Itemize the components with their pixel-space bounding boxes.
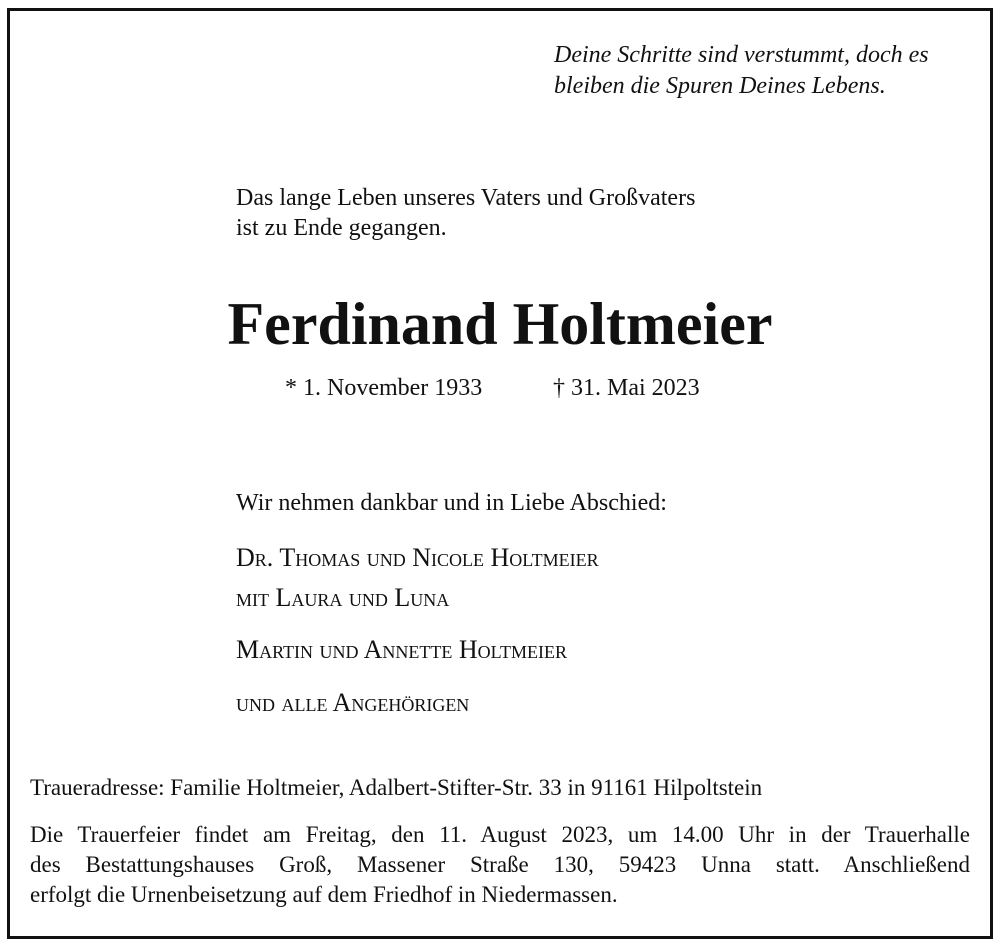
farewell-text: Wir nehmen dankbar und in Liebe Abschied: — [236, 490, 667, 516]
intro-line-1: Das lange Leben unseres Vaters und Großvaters — [236, 185, 696, 211]
mourning-address: Traueradresse: Familie Holtmeier, Adalbert-Stifter-Str. 33 in 91161 Hilpoltstein — [30, 775, 763, 800]
quote-line-2: bleiben die Spuren Deines Lebens. — [554, 73, 886, 99]
ceremony-details — [30, 820, 970, 910]
family-member-line: und alle Angehörigen — [236, 688, 470, 717]
memorial-quote — [554, 40, 974, 102]
birth-date: * 1. November 1933 — [285, 375, 483, 401]
death-date: † 31. Mai 2023 — [553, 375, 700, 401]
quote-line-1: Deine Schritte sind verstummt, doch es — [554, 42, 929, 68]
family-member-line: Dr. Thomas und Nicole Holtmeier — [236, 543, 599, 572]
ceremony-line-2: des Bestattungshauses Groß, Massener Straße 130, 59423 Unna statt. Anschließend — [30, 852, 970, 877]
ceremony-line-3: erfolgt die Urnenbeisetzung auf dem Friedhof in Niedermassen. — [30, 882, 618, 907]
family-member-line: Martin und Annette Holtmeier — [236, 635, 567, 664]
family-member-line: mit Laura und Luna — [236, 583, 450, 612]
intro-line-2: ist zu Ende gegangen. — [236, 215, 447, 241]
intro-text — [236, 183, 695, 243]
ceremony-line-1: Die Trauerfeier findet am Freitag, den 11. August 2023, um 14.00 Uhr in der Trauerhalle — [30, 822, 970, 847]
deceased-name: Ferdinand Holtmeier — [227, 291, 773, 357]
